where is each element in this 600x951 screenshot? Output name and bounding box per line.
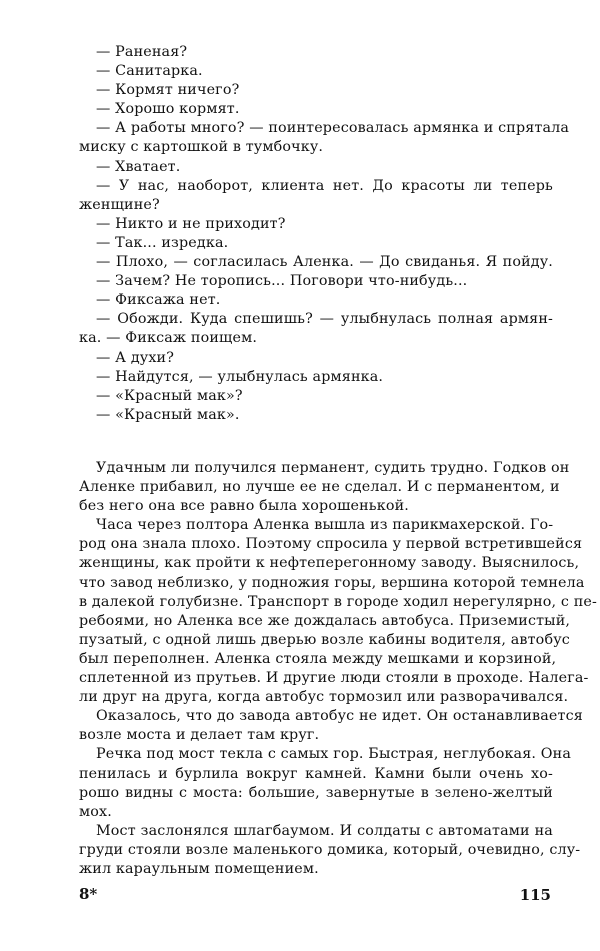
dialogue-line: — У нас, наоборот, клиента нет. До красоты ли теперь [96,177,553,194]
dialogue-line: — Найдутся, — улыбнулась армянка. [96,368,384,385]
narrative-line: жил караульным помещением. [79,860,319,877]
narrative-line: Оказалось, что до завода автобус не идет. Он останавливается [96,708,583,725]
page-number: 115 [519,886,551,904]
narrative-line: пенилась и бурлила вокруг камней. Камни были очень хо- [79,765,553,782]
narrative-line: мох. [79,803,112,820]
narrative-line: женщины, как пройти к нефтеперегонному заводу. Выяснилось, [79,555,580,572]
narrative-line: в далекой голубизне. Транспорт в городе ходил нерегулярно, с пе- [79,593,598,610]
dialogue-line: — А духи? [96,349,175,366]
dialogue-line: — Так... изредка. [96,234,229,251]
narrative-line: Мост заслонялся шлагбаумом. И солдаты с автоматами на [96,822,553,839]
dialogue-line: миску с картошкой в тумбочку. [79,139,324,156]
dialogue-line: — Хорошо кормят. [96,101,240,118]
narrative-line: сплетенной из прутьев. И другие люди стояли в проходе. Налега- [79,670,589,687]
narrative-line: был переполнен. Аленка стояла между мешками и корзиной, [79,650,557,667]
dialogue-line: — Санитарка. [96,63,203,80]
narrative-line: без него она все равно была хорошенькой. [79,498,409,515]
dialogue-line: — «Красный мак»? [96,387,243,404]
dialogue-line: — Хватает. [96,158,181,175]
dialogue-line: — Никто и не приходит? [96,215,286,232]
dialogue-line: — «Красный мак». [96,406,240,423]
dialogue-line: — Плохо, — согласилась Аленка. — До свиданья. Я пойду. [96,254,553,271]
dialogue-line: — А работы много? — поинтересовалась армянка и спрятала [96,120,570,137]
dialogue-line: — Раненая? [96,44,188,60]
narrative-line: рошо видны с моста: большие, завернутые в зелено-желтый [79,784,553,801]
narrative-line: Аленке прибавил, но лучше ее не сделал. И с перманентом, и [79,479,560,496]
dialogue-line: — Кормят ничего? [96,82,240,99]
narrative-line: Часа через полтора Аленка вышла из парикмахерской. Го- [96,517,554,534]
narrative-line: род она знала плохо. Поэтому спросила у первой встретившейся [79,536,583,553]
narrative-line: ребоями, но Аленка все же дождалась автобуса. Приземистый, [79,612,571,629]
narrative-line: Речка под мост текла с самых гор. Быстрая, неглубокая. Она [96,746,572,763]
dialogue-line: ка. — Фиксаж поищем. [79,330,258,347]
narrative-line: что завод неблизко, у подножия горы, вершина которой темнела [79,574,585,591]
dialogue-line: — Обожди. Куда спешишь? — улыбнулась полная армян- [96,311,553,328]
narrative-line: пузатый, с одной лишь дверью возле кабины водителя, автобус [79,631,570,648]
dialogue-line: женщине? [79,196,160,213]
dialogue-line: — Фиксажа нет. [96,292,221,309]
dialogue-block [79,43,570,425]
dialogue-line: — Зачем? Не торопись... Поговори что-нибудь... [96,273,468,290]
narrative-line: ли друг на друга, когда автобус тормозил или разворачивался. [79,689,569,706]
narrative-block [79,459,598,879]
narrative-line: возле моста и делает там круг. [79,727,320,744]
printer-signature-mark: 8* [79,885,98,903]
narrative-line: Удачным ли получился перманент, судить трудно. Годков он [96,460,570,476]
narrative-line: груди стояли возле маленького домика, который, очевидно, слу- [79,841,581,858]
